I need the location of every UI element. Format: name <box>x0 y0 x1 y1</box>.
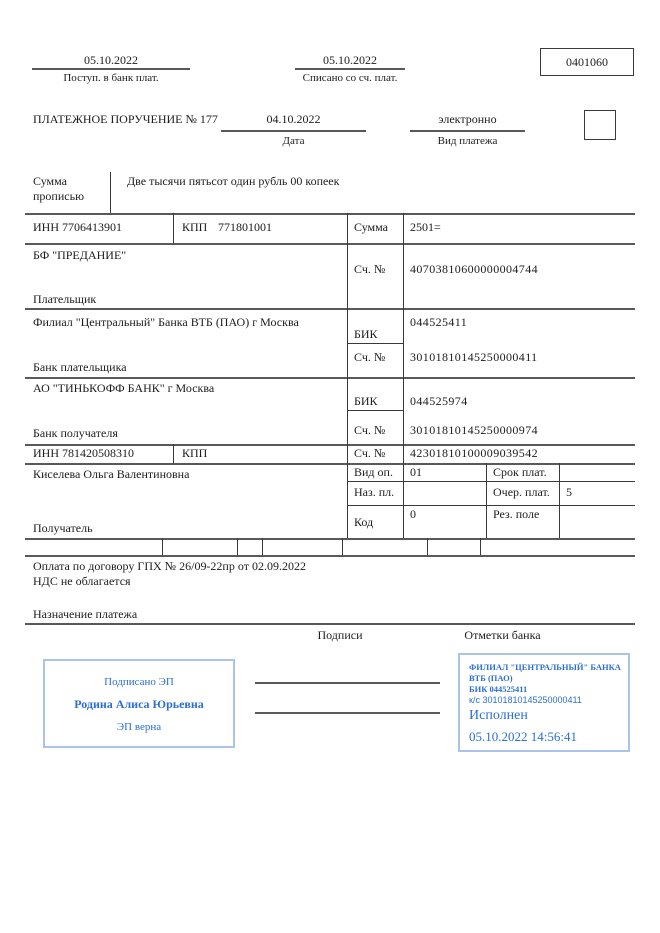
payee-bank-account: 30101810145250000974 <box>410 423 538 437</box>
purpose-line-1: Оплата по договору ГПХ № 26/09-22пр от 02.09.2022 <box>33 559 306 573</box>
payee-kpp-label: КПП <box>182 446 208 460</box>
rule-v-486 <box>486 463 487 538</box>
payment-kind-label: Вид платежа <box>437 135 498 147</box>
doc-date: 04.10.2022 <box>266 112 321 126</box>
doc-title: ПЛАТЕЖНОЕ ПОРУЧЕНИЕ № 177 <box>33 112 218 126</box>
bank-stamp-line-2: ВТБ (ПАО) <box>469 673 513 683</box>
doc-date-underline <box>221 130 366 132</box>
payment-kind-underline <box>410 130 525 132</box>
amount-words: Две тысячи пятьсот один рубль 00 копеек <box>127 174 340 188</box>
bank-stamp <box>458 653 630 752</box>
received-date: 05.10.2022 <box>84 53 138 67</box>
payer-bank-account-label: Сч. № <box>354 350 386 364</box>
due-date-label: Срок плат. <box>493 465 547 479</box>
payee-account: 42301810100009039542 <box>410 446 538 460</box>
rule-v-strip-1 <box>162 538 163 555</box>
payee-bank-bik: 044525974 <box>410 394 468 408</box>
rule-v-inn-kpp-payer <box>173 213 174 243</box>
payer-inn: ИНН 7706413901 <box>33 220 122 234</box>
rule-v-strip-2 <box>237 538 238 555</box>
payee-inn: ИНН 781420508310 <box>33 446 134 460</box>
rule-v-strip-3 <box>262 538 263 555</box>
form-code: 0401060 <box>566 55 608 69</box>
bank-stamp-line-1: ФИЛИАЛ "ЦЕНТРАЛЬНЫЙ" БАНКА <box>469 662 621 672</box>
payer-name: БФ "ПРЕДАНИЕ" <box>33 248 127 262</box>
amount-value: 2501= <box>410 220 441 234</box>
amount-words-label-1: Сумма <box>33 174 67 188</box>
rule-h-538 <box>25 538 635 540</box>
payer-label: Плательщик <box>33 292 97 306</box>
payee-name: Киселева Ольга Валентиновна <box>33 467 190 481</box>
debited-date: 05.10.2022 <box>323 53 377 67</box>
payer-kpp-label: КПП <box>182 220 208 234</box>
signatures-label: Подписи <box>317 628 363 642</box>
rule-v-strip-4 <box>342 538 343 555</box>
payee-bank-name: АО "ТИНЬКОФФ БАНК" г Москва <box>33 381 215 395</box>
rule-h-343 <box>347 343 403 344</box>
bank-stamp-status: Исполнен <box>469 708 528 723</box>
signature-line-1 <box>255 682 440 684</box>
payer-kpp: 771801001 <box>218 220 272 234</box>
priority-value: 5 <box>566 485 572 499</box>
bank-stamp-bik: БИК 044525411 <box>469 684 528 694</box>
rule-v-strip-5 <box>427 538 428 555</box>
payee-label: Получатель <box>33 521 93 535</box>
signature-line-2 <box>255 712 440 714</box>
bank-stamp-corr-account: к/с 30101810145250000411 <box>469 695 582 705</box>
priority-label: Очер. плат. <box>493 485 550 499</box>
amount-words-label-2: прописью <box>33 189 85 203</box>
form-code-box <box>540 48 634 76</box>
rule-h-555 <box>25 555 635 557</box>
signature-stamp-line-3: ЭП верна <box>116 721 162 733</box>
signature-stamp <box>43 659 235 748</box>
debited-underline <box>295 68 405 70</box>
rule-h-213 <box>25 213 635 215</box>
rule-h-243 <box>25 243 635 245</box>
payer-bank-label: Банк плательщика <box>33 360 127 374</box>
debited-label: Списано со сч. плат. <box>302 72 398 84</box>
rule-v-value-col <box>403 213 404 538</box>
rule-v-559 <box>559 463 560 538</box>
op-kind-label: Вид оп. <box>354 465 393 479</box>
received-label: Поступ. в банк плат. <box>63 72 159 84</box>
payee-bank-label: Банк получателя <box>33 426 118 440</box>
rule-v-label-col <box>347 213 348 538</box>
payment-kind: электронно <box>438 112 497 126</box>
payee-bank-bik-label: БИК <box>354 394 378 408</box>
signature-stamp-line-1: Подписано ЭП <box>104 676 174 688</box>
amount-label: Сумма <box>354 220 388 234</box>
payer-account-label: Сч. № <box>354 262 386 276</box>
bank-stamp-datetime: 05.10.2022 14:56:41 <box>469 729 577 744</box>
code-value: 0 <box>410 507 416 521</box>
purpose-label: Назначение платежа <box>33 607 138 621</box>
rule-h-481 <box>347 481 635 482</box>
payer-bank-bik: 044525411 <box>410 315 468 329</box>
purpose-underline <box>25 623 635 625</box>
reserve-label: Рез. поле <box>493 507 540 521</box>
op-kind-value: 01 <box>410 465 422 479</box>
rule-v-strip-6 <box>480 538 481 555</box>
payer-account: 40703810600000004744 <box>410 262 538 276</box>
payer-bank-bik-label: БИК <box>354 327 378 341</box>
doc-date-label: Дата <box>282 135 305 147</box>
bank-marks-label: Отметки банка <box>464 628 541 642</box>
rule-v-inn-kpp-payee <box>173 444 174 463</box>
signature-stamp-name: Родина Алиса Юрьевна <box>74 697 204 711</box>
amount-words-divider <box>110 172 111 213</box>
received-underline <box>32 68 190 70</box>
rule-h-410 <box>347 410 403 411</box>
naz-pl-label: Наз. пл. <box>354 485 395 499</box>
purpose-line-2: НДС не облагается <box>33 574 131 588</box>
rule-h-377 <box>25 377 635 379</box>
rule-h-505 <box>347 505 635 506</box>
code-label: Код <box>354 515 374 529</box>
payee-bank-account-label: Сч. № <box>354 423 386 437</box>
payer-bank-name: Филиал "Центральный" Банка ВТБ (ПАО) г Москва <box>33 315 299 329</box>
status-box <box>584 110 616 140</box>
payer-bank-account: 30101810145250000411 <box>410 350 538 364</box>
rule-h-308 <box>25 308 635 310</box>
payee-account-label: Сч. № <box>354 446 386 460</box>
